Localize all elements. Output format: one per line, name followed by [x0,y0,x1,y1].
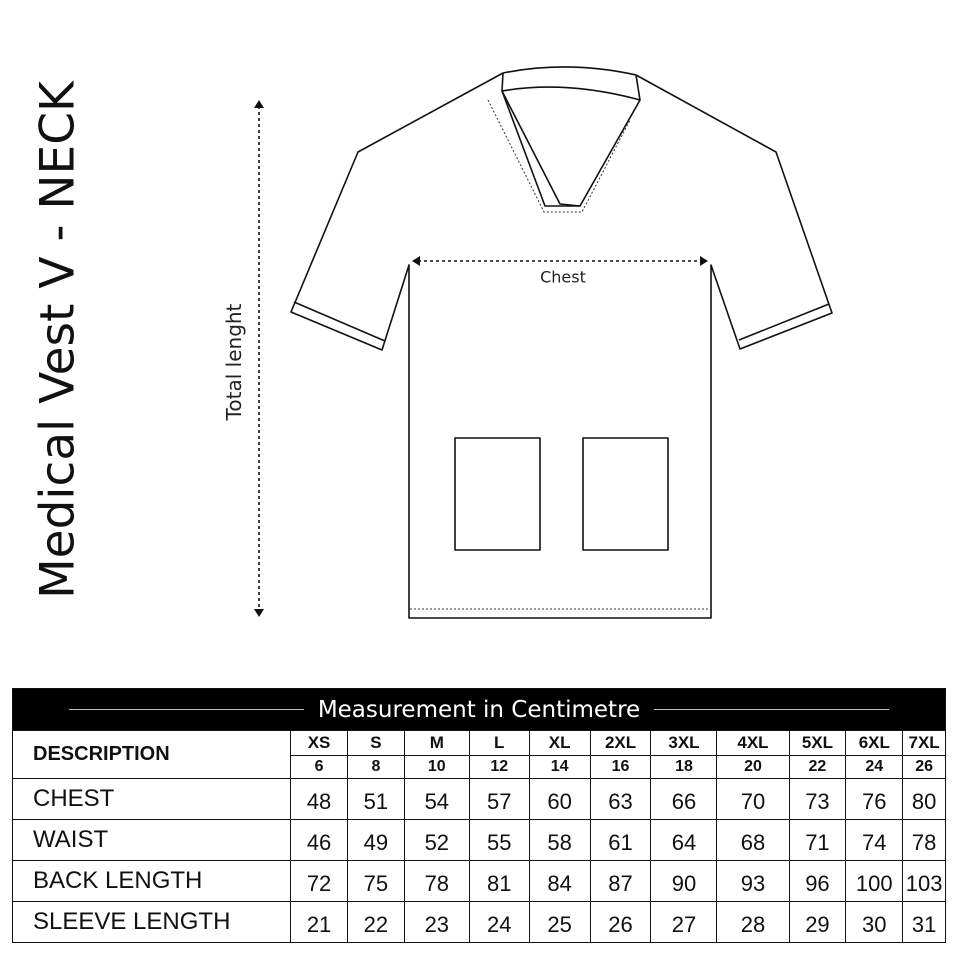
uk-size-cell: 16 [590,756,651,779]
collar-inner [502,87,640,100]
table-row [13,779,946,820]
measurement-cell: 23 [404,902,469,943]
measurement-cell: 90 [651,861,717,902]
measurement-cell: 55 [469,820,529,861]
measurement-cell: 76 [846,779,903,820]
vest-outline [291,73,832,618]
measurement-cell: 21 [291,902,348,943]
measurement-cell: 73 [789,779,846,820]
collar-v-outer [502,91,580,206]
row-label: SLEEVE LENGTH [13,902,291,943]
measurement-cell: 27 [651,902,717,943]
uk-size-cell: 12 [469,756,529,779]
measurement-cell: 22 [347,902,404,943]
row-label: CHEST [13,779,291,820]
uk-size-cell: 24 [846,756,903,779]
size-header-cell: 3XL [651,731,717,756]
measurement-cell: 64 [651,820,717,861]
size-header-cell: XS [291,731,348,756]
collar-back [503,67,636,75]
table-caption [13,689,946,731]
sleeve-hem-right [739,304,829,340]
measurement-cell: 25 [529,902,590,943]
measurement-cell: 49 [347,820,404,861]
size-header-row [13,731,946,756]
row-label: BACK LENGTH [13,861,291,902]
uk-size-cell: 10 [404,756,469,779]
sleeve-hem-left [294,302,385,341]
size-header-cell: XL [529,731,590,756]
uk-size-cell: 22 [789,756,846,779]
measurement-cell: 87 [590,861,651,902]
size-chart-table [12,688,946,943]
uk-size-cell: 26 [903,756,946,779]
measurement-cell: 52 [404,820,469,861]
chest-label: Chest [540,267,586,287]
size-header-cell: 7XL [903,731,946,756]
measurement-cell: 48 [291,779,348,820]
measurement-cell: 66 [651,779,717,820]
total-length-arrow [254,100,264,617]
measurement-cell: 63 [590,779,651,820]
measurement-cell: 81 [469,861,529,902]
measurement-cell: 26 [590,902,651,943]
measurement-cell: 60 [529,779,590,820]
measurement-cell: 93 [717,861,789,902]
measurement-cell: 96 [789,861,846,902]
measurement-cell: 57 [469,779,529,820]
chest-arrow [412,256,708,266]
measurement-cell: 54 [404,779,469,820]
uk-size-cell: 18 [651,756,717,779]
caption-rule-right [654,709,889,710]
table-row [13,820,946,861]
row-label: WAIST [13,820,291,861]
uk-size-cell: 14 [529,756,590,779]
measurement-cell: 78 [903,820,946,861]
table-row [13,861,946,902]
pocket-right [583,438,668,550]
uk-size-cell: 6 [291,756,348,779]
size-header-cell: 4XL [717,731,789,756]
size-header-cell: S [347,731,404,756]
measurement-cell: 51 [347,779,404,820]
uk-size-cell: 20 [717,756,789,779]
measurement-cell: 78 [404,861,469,902]
size-header-cell: 2XL [590,731,651,756]
description-header: DESCRIPTION [13,731,291,779]
measurement-cell: 72 [291,861,348,902]
measurement-cell: 58 [529,820,590,861]
measurement-cell: 100 [846,861,903,902]
measurement-cell: 71 [789,820,846,861]
uk-size-cell: 8 [347,756,404,779]
measurement-cell: 29 [789,902,846,943]
measurement-cell: 24 [469,902,529,943]
measurement-cell: 30 [846,902,903,943]
total-length-label: Total lenght [222,303,246,421]
caption-rule-left [69,709,304,710]
size-header-cell: 5XL [789,731,846,756]
measurement-cell: 84 [529,861,590,902]
measurement-cell: 61 [590,820,651,861]
pocket-left [455,438,540,550]
measurement-cell: 80 [903,779,946,820]
measurement-cell: 31 [903,902,946,943]
caption-text: Measurement in Centimetre [317,696,641,723]
measurement-cell: 70 [717,779,789,820]
table-row [13,902,946,943]
size-header-cell: L [469,731,529,756]
measurement-cell: 75 [347,861,404,902]
measurement-cell: 74 [846,820,903,861]
measurement-cell: 46 [291,820,348,861]
page-title: Medical Vest V - NECK [30,81,86,599]
size-header-cell: 6XL [846,731,903,756]
measurement-cell: 68 [717,820,789,861]
size-header-cell: M [404,731,469,756]
measurement-cell: 103 [903,861,946,902]
measurement-cell: 28 [717,902,789,943]
